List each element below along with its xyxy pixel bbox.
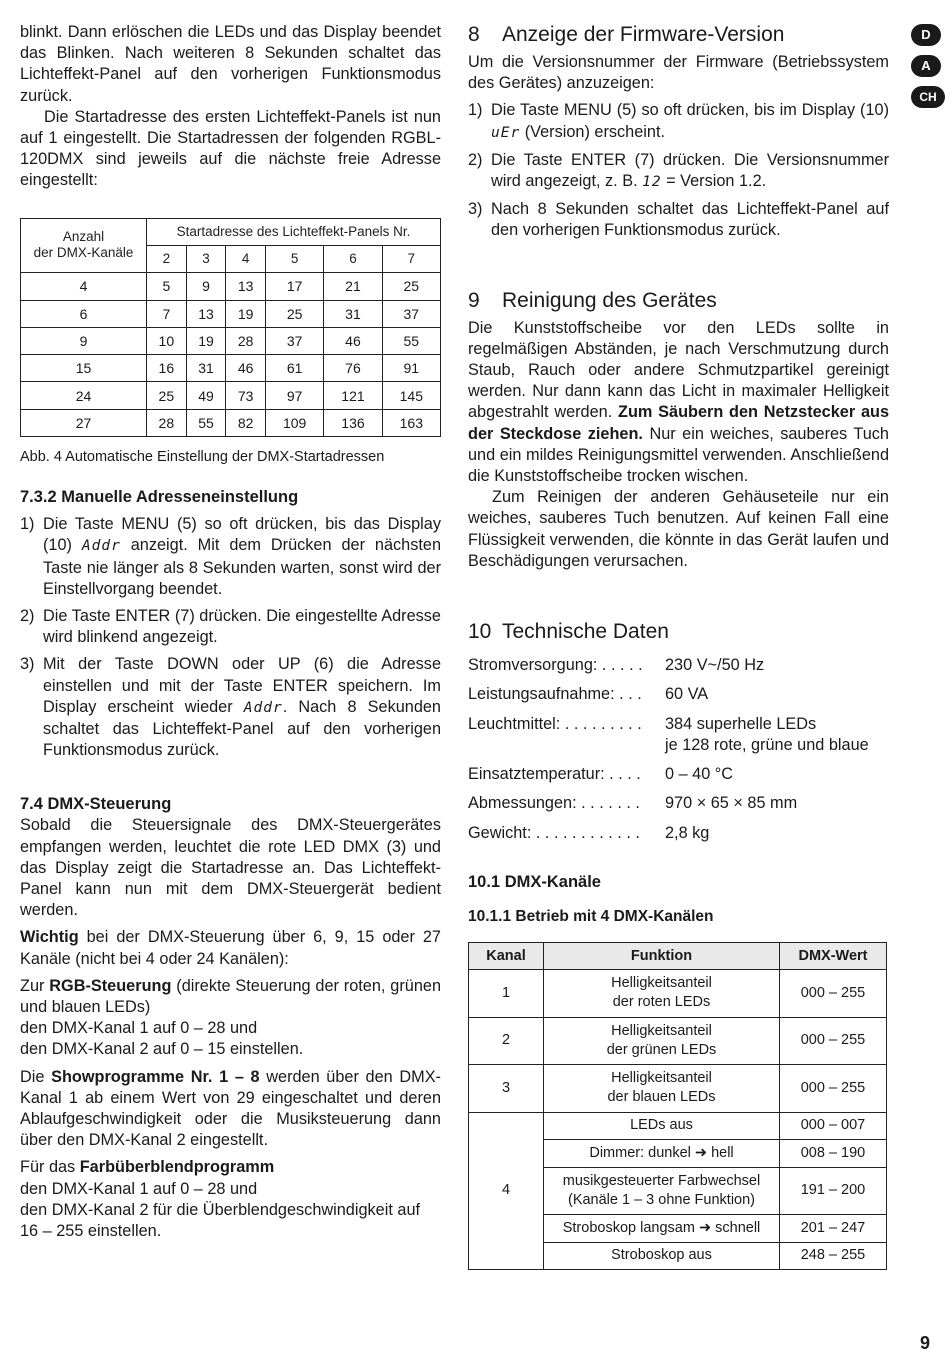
start-address-cell: 25: [266, 300, 324, 327]
start-address-cell: 19: [226, 300, 266, 327]
spec-label: Leistungsaufnahme: . . .: [468, 685, 642, 704]
cleaning-text-rest: Nur ein weiches, sauberes Tuch und ein mildes Reinigungsmittel verwenden. Anschließend die Kunststoffscheibe trocken wischen.: [468, 424, 889, 486]
start-address-cell: 5: [147, 273, 187, 300]
dmx-value-cell: 191 – 200: [780, 1167, 887, 1215]
list-text-end: (Version) erscheint.: [520, 122, 665, 141]
spec-row: [468, 793, 889, 822]
spec-value-line-1: 384 superhelle LEDs: [665, 714, 817, 733]
header-funktion: Funktion: [544, 943, 780, 970]
list-text-end: . Nach 8 Sekunden schaltet das Lichteffekt-Panel auf den vorherigen Funktionsmodus zurück.: [43, 697, 441, 760]
spec-label: Stromversorgung: . . . . .: [468, 656, 643, 675]
spec-label: Abmessungen: . . . . . . .: [468, 794, 640, 813]
panel-number-cell: 3: [186, 245, 226, 272]
start-address-cell: 46: [324, 327, 382, 354]
start-address-cell: 21: [324, 273, 382, 300]
function-line-1: Stroboskop aus: [611, 1247, 712, 1264]
function-cell: [544, 1112, 780, 1140]
dmx-value-cell: 000 – 255: [780, 1017, 887, 1065]
important-label: Wichtig: [20, 928, 79, 947]
show-pre: Die: [20, 1067, 52, 1086]
list-text-start: Mit der Taste DOWN oder UP (6) die Adresse einstellen und mit der Taste ENTER speichern. Im Display erscheint wieder: [43, 655, 441, 716]
function-line-2: der blauen LEDs: [607, 1089, 716, 1106]
spec-value: [665, 823, 709, 844]
section-9-paragraph-2: Zum Reinigen der anderen Gehäuseteile nur ein weiches, sauberes Tuch benutzen. Auf keinen Fall eine Flüssigkeit verwenden, die könnte in das Gerät laufen und Beschädigungen verursachen.: [468, 488, 889, 570]
start-address-cell: 136: [324, 409, 382, 436]
spec-value-line-1: 970 × 65 × 85 mm: [665, 794, 798, 813]
section-7-4-paragraph-4: [20, 1067, 441, 1152]
dmx-value-cell: 000 – 255: [780, 970, 887, 1018]
function-cell: [544, 1140, 780, 1168]
dmx-value-cell: 000 – 255: [780, 1065, 887, 1113]
start-address-cell: 9: [186, 273, 226, 300]
table-row: [21, 300, 441, 327]
column-header-line-2: der DMX-Kanäle: [33, 245, 134, 261]
list-number: 2): [20, 607, 35, 626]
list-text-start: Die Taste ENTER (7) drücken. Die eingestellte Adresse wird blinkend angezeigt.: [43, 607, 441, 647]
section-9-title: [468, 288, 889, 314]
start-address-cell: 17: [266, 273, 324, 300]
function-cell: [544, 1065, 780, 1113]
start-address-cell: 145: [382, 382, 440, 409]
dmx-value-cell: 008 – 190: [780, 1140, 887, 1168]
show-text: werden über den DMX-Kanal 1 ab einem Wert von 29 eingeschaltet und deren Ablaufgeschwindigkeit oder die Musiksteuerung dann über den DMX-Kanal 2 eingestellt.: [20, 1067, 441, 1150]
channel-count-cell: 24: [21, 382, 147, 409]
section-9-paragraph-1: [468, 318, 889, 488]
list-item: [20, 654, 441, 761]
start-address-cell: 28: [226, 327, 266, 354]
spec-value-line-2: je 128 rote, grüne und blaue: [665, 736, 869, 755]
table-row: [21, 355, 441, 382]
channel-count-cell: 27: [21, 409, 147, 436]
dmx-channel-table-header: [469, 943, 887, 970]
fade-line-2: den DMX-Kanal 1 auf 0 – 28 und: [20, 1179, 258, 1198]
function-line-2: (Kanäle 1 – 3 ohne Funktion): [567, 1191, 755, 1208]
spec-value: [665, 684, 708, 705]
show-label: Showprogramme Nr. 1 – 8: [51, 1067, 260, 1086]
section-8-number: 8: [468, 23, 480, 46]
start-address-cell: 109: [266, 409, 324, 436]
spec-value-line-1: 230 V~/50 Hz: [665, 656, 765, 675]
list-text-start: Nach 8 Sekunden schaltet das Lichteffekt-Panel auf den vorherigen Funktionsmodus zurück.: [491, 200, 889, 240]
spec-value: [665, 655, 764, 676]
language-tab-ch: CH: [911, 86, 945, 108]
function-line-1: Helligkeitsanteil: [611, 975, 712, 992]
cleaning-text: Die Kunststoffscheibe vor den LEDs sollte in regelmäßigen Abständen, je nach Verschmutzung durch Staub, Rauch oder andere Schmutzpartikel gereinigt werden. Nur dann kann das Licht in maximaler Helligkeit abgestrahlt werden.: [468, 318, 889, 422]
start-address-cell: 73: [226, 382, 266, 409]
list-number: 1): [20, 515, 35, 534]
right-column: [468, 22, 889, 1270]
spec-value-line-1: 2,8 kg: [665, 823, 710, 842]
fade-label: Farbüberblendprogramm: [79, 1158, 275, 1177]
function-cell: [544, 970, 780, 1018]
intro-paragraph-1: blinkt. Dann erlöschen die LEDs und das Display beendet das Blinken. Nach weiteren 8 Sekunden schaltet das Lichteffekt-Panel auf den vorherigen Funktionsmodus zurück.: [20, 23, 441, 105]
left-column: [20, 22, 441, 1242]
panel-number-cell: 6: [324, 245, 382, 272]
spec-label: Leuchtmittel: . . . . . . . . .: [468, 714, 642, 733]
start-address-cell: 7: [147, 300, 187, 327]
section-10-1-title: 10.1 DMX-Kanäle: [468, 873, 601, 892]
technical-specs: [468, 655, 889, 852]
page-number: 9: [920, 1333, 931, 1353]
table-row: [469, 1112, 887, 1140]
spec-value: [665, 714, 869, 756]
section-7-4-paragraph-2: [20, 927, 441, 969]
rgb-label: RGB-Steuerung: [49, 976, 172, 995]
section-7-4-paragraph-1: Sobald die Steuersignale des DMX-Steuergerätes empfangen werden, leuchtet die rote LED DMX (3) und das Display zeigt die Startadresse an. Das Lichteffekt-Panel kann nun mit dem DMX-Steuergerät bedient werden.: [20, 816, 441, 920]
display-segment-readout: 12: [642, 174, 662, 191]
start-address-cell: 49: [186, 382, 226, 409]
channel-count-cell: 9: [21, 327, 147, 354]
spec-row: [468, 655, 889, 684]
section-8-title: [468, 22, 889, 48]
list-text-start: Die Taste MENU (5) so oft drücken, bis das Display (10): [43, 515, 441, 555]
language-tab-a: A: [911, 55, 941, 77]
channel-cell: 2: [469, 1017, 544, 1065]
display-segment-readout: Addr: [81, 538, 121, 555]
list-text: [43, 654, 441, 761]
dmx-value-cell: 000 – 007: [780, 1112, 887, 1140]
list-number: 2): [468, 150, 483, 169]
start-address-cell: 121: [324, 382, 382, 409]
start-address-cell: 163: [382, 409, 440, 436]
start-address-cell: 76: [324, 355, 382, 382]
table-row: [21, 409, 441, 436]
section-10-title: [468, 619, 889, 645]
unplug-warning: Zum Säubern den Netzstecker aus der Steckdose ziehen.: [468, 403, 889, 443]
start-address-cell: 28: [147, 409, 187, 436]
fade-line-3: den DMX-Kanal 2 für die Überblendgeschwindigkeit auf 16 – 255 einstellen.: [20, 1200, 421, 1241]
function-line-1: LEDs aus: [630, 1117, 693, 1134]
start-address-cell: 61: [266, 355, 324, 382]
section-7-4-paragraph-3: [20, 976, 441, 1061]
function-line-1: Stroboskop langsam ➜ schnell: [562, 1219, 761, 1236]
section-9-title-text: Reinigung des Gerätes: [502, 288, 717, 312]
start-address-cell: 46: [226, 355, 266, 382]
list-item: [468, 100, 889, 143]
start-address-cell: 13: [186, 300, 226, 327]
table-row: [469, 1017, 887, 1065]
panel-number-cell: 2: [147, 245, 187, 272]
start-address-cell: 37: [266, 327, 324, 354]
list-number: 3): [468, 200, 483, 219]
list-item: [20, 514, 441, 600]
dmx-channel-table: [468, 942, 887, 1270]
list-item: [468, 150, 889, 193]
list-text: [491, 100, 889, 143]
section-8-steps: [468, 100, 889, 241]
start-address-cell: 19: [186, 327, 226, 354]
start-address-cell: 82: [226, 409, 266, 436]
function-cell: [544, 1242, 780, 1270]
table-row: [469, 1065, 887, 1113]
start-address-cell: 55: [382, 327, 440, 354]
spec-value: [665, 764, 733, 785]
start-address-cell: 10: [147, 327, 187, 354]
important-text: bei der DMX-Steuerung über 6, 9, 15 oder 27 Kanäle (nicht bei 4 oder 24 Kanälen):: [20, 928, 441, 968]
start-address-table: [20, 218, 441, 437]
list-item: [20, 606, 441, 648]
start-address-cell: 13: [226, 273, 266, 300]
panel-number-cell: 7: [382, 245, 440, 272]
rgb-line-2: den DMX-Kanal 1 auf 0 – 28 und: [20, 1019, 258, 1038]
section-10-1-1-title: 10.1.1 Betrieb mit 4 DMX-Kanälen: [468, 908, 714, 926]
dmx-value-cell: 201 – 247: [780, 1215, 887, 1243]
display-segment-readout: Addr: [243, 699, 283, 716]
list-number: 1): [468, 101, 483, 120]
spec-row: [468, 823, 889, 852]
start-address-cell: 25: [147, 382, 187, 409]
column-header-channels: [21, 218, 147, 273]
channel-count-cell: 6: [21, 300, 147, 327]
list-text-start: Die Taste ENTER (7) drücken. Die Versionsnummer wird angezeigt, z. B.: [491, 150, 889, 191]
rgb-pre: Zur: [20, 976, 50, 995]
function-line-1: musikgesteuerter Farbwechsel: [562, 1172, 761, 1189]
channel-count-cell: 15: [21, 355, 147, 382]
function-line-2: der grünen LEDs: [606, 1041, 717, 1058]
list-text-end: = Version 1.2.: [661, 172, 767, 191]
spec-value: [665, 793, 797, 814]
section-7-3-2-steps: [20, 514, 441, 761]
start-address-cell: 97: [266, 382, 324, 409]
column-header-line-1: Anzahl: [62, 229, 105, 245]
language-tab-d: D: [911, 24, 941, 46]
section-10-title-text: Technische Daten: [502, 620, 669, 644]
list-text: [43, 514, 441, 600]
display-segment-readout: uEr: [491, 124, 521, 141]
spec-value-line-1: 0 – 40 °C: [665, 764, 734, 783]
spec-row: [468, 764, 889, 793]
list-text-start: Die Taste MENU (5) so oft drücken, bis im Display (10): [491, 101, 889, 120]
channel-count-cell: 4: [21, 273, 147, 300]
spec-value-line-1: 60 VA: [665, 685, 709, 704]
spec-label: Einsatztemperatur: . . . .: [468, 764, 641, 783]
section-8-intro: Um die Versionsnummer der Firmware (Betriebssystem des Gerätes) anzuzeigen:: [468, 53, 889, 93]
spec-label: Gewicht: . . . . . . . . . . . .: [468, 823, 640, 842]
header-kanal: Kanal: [469, 943, 544, 970]
list-text-end: anzeigt. Mit dem Drücken der nächsten Taste nie länger als 8 Sekunden warten, sonst wird der Einstellvorgang beendet.: [43, 536, 441, 598]
header-dmx-wert: DMX-Wert: [780, 943, 887, 970]
list-text: [491, 199, 889, 241]
table-row: [21, 382, 441, 409]
start-address-cell: 16: [147, 355, 187, 382]
start-address-cell: 31: [324, 300, 382, 327]
section-10-number: 10: [468, 620, 492, 644]
function-cell: [544, 1167, 780, 1215]
function-line-2: der roten LEDs: [612, 994, 711, 1011]
start-address-cell: 91: [382, 355, 440, 382]
table-row: [21, 327, 441, 354]
group-header-start-address: Startadresse des Lichteffekt-Panels Nr.: [147, 218, 441, 245]
section-8-title-text: Anzeige der Firmware-Version: [502, 23, 785, 46]
start-address-cell: 55: [186, 409, 226, 436]
function-cell: [544, 1215, 780, 1243]
rgb-text: (direkte Steuerung der roten, grünen und blauen LEDs): [20, 976, 442, 1017]
table-row: [21, 273, 441, 300]
function-line-1: Helligkeitsanteil: [611, 1070, 712, 1087]
panel-number-cell: 5: [266, 245, 324, 272]
list-number: 3): [20, 655, 35, 674]
table-row: [469, 970, 887, 1018]
rgb-line-3: den DMX-Kanal 2 auf 0 – 15 einstellen.: [20, 1040, 304, 1059]
figure-caption: Abb. 4 Automatische Einstellung der DMX-Startadressen: [20, 449, 385, 465]
channel-cell: 1: [469, 970, 544, 1018]
section-9-number: 9: [468, 288, 480, 312]
function-line-1: Dimmer: dunkel ➜ hell: [589, 1144, 734, 1161]
spec-row: [468, 714, 889, 764]
spec-row: [468, 684, 889, 713]
language-tabs: [911, 24, 945, 117]
intro-paragraph-2: Die Startadresse des ersten Lichteffekt-Panels ist nun auf 1 eingestellt. Die Startadressen der folgenden RGBL-120DMX sind jeweils auf die nächste freie Adresse eingestellt:: [20, 107, 441, 190]
section-7-3-2-title: 7.3.2 Manuelle Adresseneinstellung: [20, 488, 299, 507]
channel-cell: 4: [469, 1112, 544, 1270]
start-address-cell: 37: [382, 300, 440, 327]
start-address-cell: 25: [382, 273, 440, 300]
section-7-4-title: 7.4 DMX-Steuerung: [20, 795, 172, 814]
list-text: [491, 150, 889, 193]
section-7-4-paragraph-5: [20, 1157, 441, 1242]
list-item: [468, 199, 889, 241]
channel-cell: 3: [469, 1065, 544, 1113]
start-address-cell: 31: [186, 355, 226, 382]
dmx-value-cell: 248 – 255: [780, 1242, 887, 1270]
function-cell: [544, 1017, 780, 1065]
panel-number-cell: 4: [226, 245, 266, 272]
function-line-1: Helligkeitsanteil: [611, 1022, 712, 1039]
fade-pre: Für das: [20, 1158, 80, 1177]
list-text: [43, 606, 441, 648]
